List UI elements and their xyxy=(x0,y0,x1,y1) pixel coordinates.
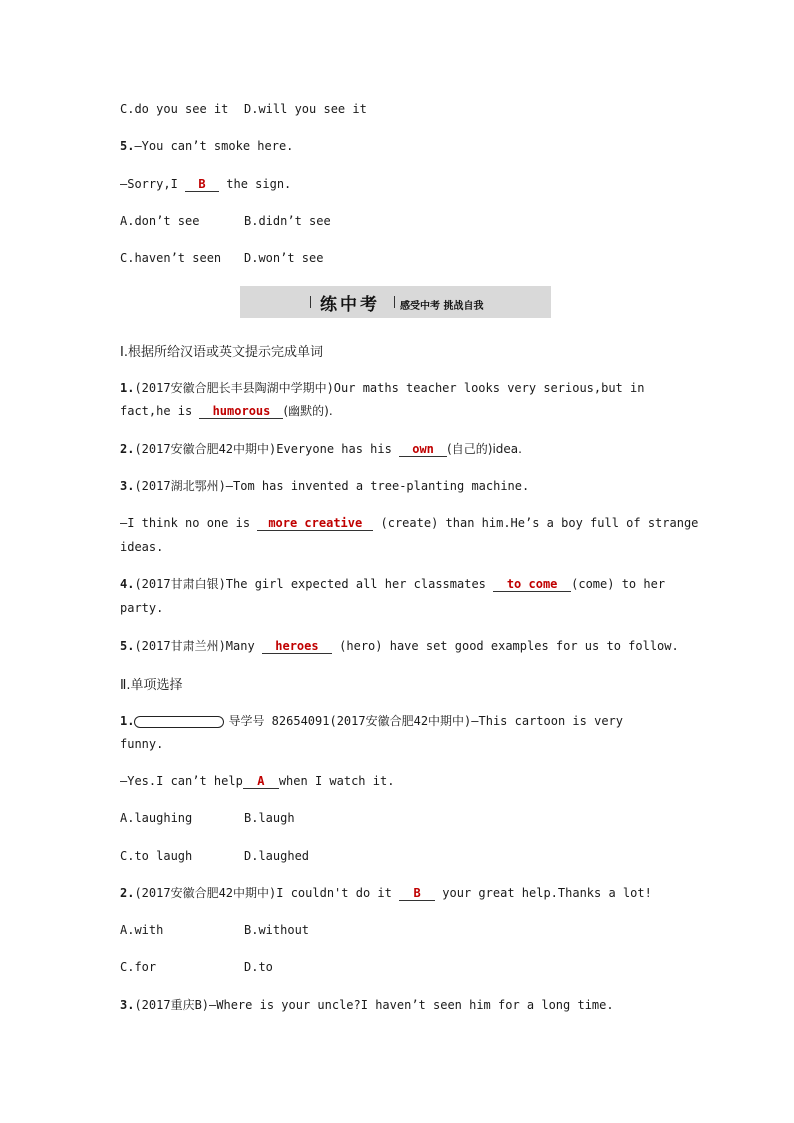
item-text: (2017甘肃白银)The girl expected all her classmates xyxy=(134,577,494,591)
s2-question-2 xyxy=(120,885,652,901)
item-text: your great help.Thanks a lot! xyxy=(435,886,652,900)
item-number: 3. xyxy=(120,479,135,493)
item-number: 3. xyxy=(120,998,135,1012)
answer-blank: B xyxy=(399,886,435,901)
option-a: A.laughing xyxy=(120,811,193,825)
item-hint: (幽默的). xyxy=(283,404,333,418)
option-b: B.laugh xyxy=(244,811,295,825)
item-text: (2017甘肃兰州)Many xyxy=(134,639,262,653)
s1-item-2 xyxy=(120,441,522,457)
response-pre: —Sorry,I xyxy=(120,177,186,191)
question-number: 5. xyxy=(120,139,135,153)
item-hint: (自己的)idea. xyxy=(447,442,522,456)
option-c: C.haven’t seen xyxy=(120,251,222,265)
section-heading: Ⅱ.单项选择 xyxy=(120,678,183,693)
option-b: B.didn’t see xyxy=(244,214,331,228)
item-number: 4. xyxy=(120,577,135,591)
option-d: D.won’t see xyxy=(244,251,324,265)
s2-question-3 xyxy=(120,997,614,1013)
option-d: D.will you see it xyxy=(244,102,367,116)
s1-item-1 xyxy=(120,380,644,396)
answer-blank: B xyxy=(185,177,219,192)
option-c: C.do you see it xyxy=(120,102,229,116)
s1-item-4 xyxy=(120,576,665,592)
s1-item-3-line3: ideas. xyxy=(120,540,164,554)
option-c: C.to laugh xyxy=(120,849,193,863)
item-number: 1. xyxy=(120,714,135,728)
s1-item-3-line2 xyxy=(120,515,698,531)
response-post: the sign. xyxy=(219,177,292,191)
item-text: —I think no one is xyxy=(120,516,258,530)
option-a: A.with xyxy=(120,923,164,937)
item-text: (2017安徽合肥42中期中)Everyone has his xyxy=(134,442,400,456)
divider xyxy=(394,296,395,308)
item-number: 2. xyxy=(120,886,135,900)
item-text: (create) than him.He’s a boy full of strange xyxy=(373,516,699,530)
answer-blank: more creative xyxy=(257,516,373,531)
item-number: 2. xyxy=(120,442,135,456)
option-d: D.laughed xyxy=(244,849,310,863)
answer-blank: to come xyxy=(493,577,571,592)
item-text: (2017湖北鄂州)—Tom has invented a tree-planting machine. xyxy=(134,479,530,493)
banner-subtitle: 感受中考 挑战自我 xyxy=(400,301,484,312)
question-5-response xyxy=(120,176,291,192)
answer-blank: own xyxy=(399,442,447,457)
tag-icon xyxy=(134,716,224,728)
item-text: fact,he is xyxy=(120,404,200,418)
s2-question-1-line3 xyxy=(120,773,394,789)
item-text: (2017安徽合肥42中期中)I couldn't do it xyxy=(134,886,400,900)
section-heading: Ⅰ.根据所给汉语或英文提示完成单词 xyxy=(120,345,323,360)
answer-blank: humorous xyxy=(199,404,283,419)
option-d: D.to xyxy=(244,960,273,974)
banner-title: 练中考 xyxy=(320,295,380,315)
s1-item-1-line2 xyxy=(120,403,333,419)
option-a: A.don’t see xyxy=(120,214,200,228)
item-text: (2017安徽合肥长丰县陶湖中学期中)Our maths teacher looks very serious,but in xyxy=(134,381,645,395)
item-text: when I watch it. xyxy=(278,774,395,788)
question-5-prompt xyxy=(120,138,293,154)
answer-blank: A xyxy=(243,774,279,789)
s2-question-1-line2: funny. xyxy=(120,737,164,751)
item-number: 1. xyxy=(120,381,135,395)
item-text: 导学号 82654091(2017安徽合肥42中期中)—This cartoon is very xyxy=(228,714,623,728)
s1-item-4-line2: party. xyxy=(120,601,164,615)
item-text: (2017重庆B)—Where is your uncle?I haven’t seen him for a long time. xyxy=(134,998,614,1012)
s1-item-5 xyxy=(120,638,679,654)
item-number: 5. xyxy=(120,639,135,653)
option-c: C.for xyxy=(120,960,157,974)
option-b: B.without xyxy=(244,923,310,937)
s2-question-1 xyxy=(120,713,623,729)
item-text: —Yes.I can’t help xyxy=(120,774,243,788)
section-banner xyxy=(240,286,551,318)
s1-item-3 xyxy=(120,478,529,494)
item-text: (come) to her xyxy=(571,577,666,591)
answer-blank: heroes xyxy=(262,639,332,654)
question-text: —You can’t smoke here. xyxy=(134,139,294,153)
divider xyxy=(310,296,311,308)
item-text: (hero) have set good examples for us to follow. xyxy=(331,639,679,653)
